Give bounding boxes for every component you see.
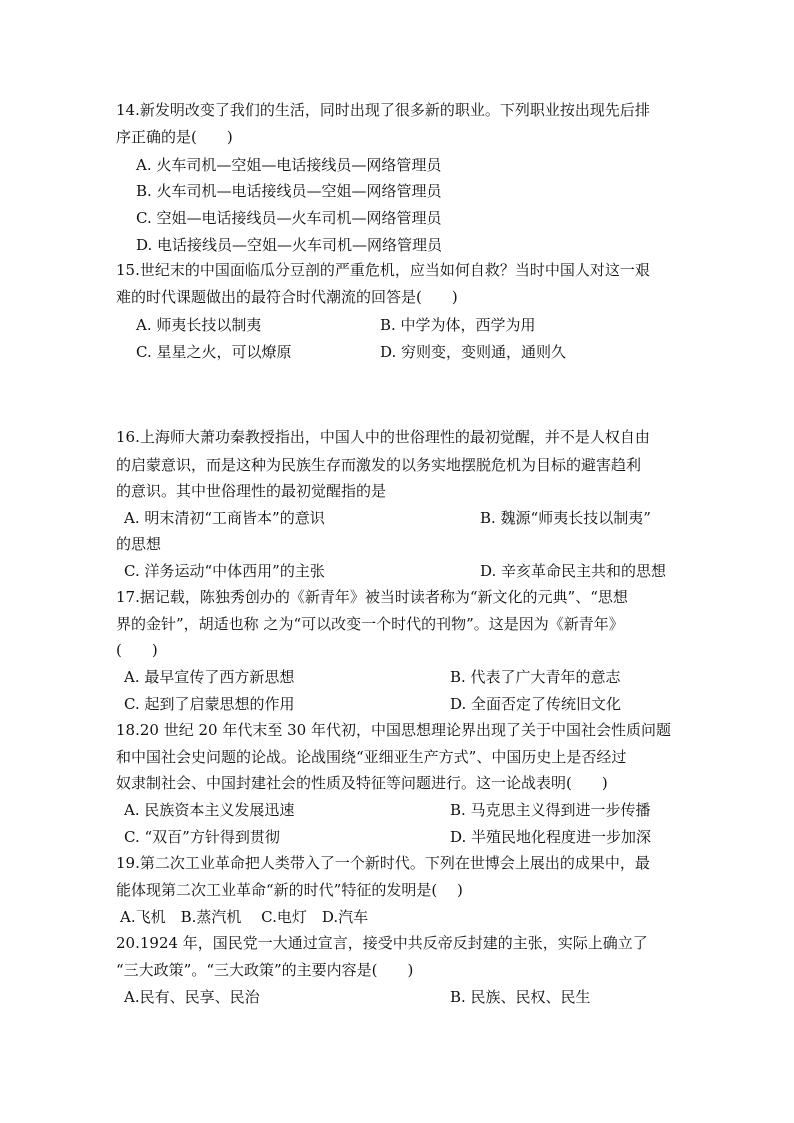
- q17-stem-line3: ( ): [116, 641, 158, 659]
- q15-stem-line1: 15.世纪末的中国面临瓜分豆剖的严重危机，应当如何自救？当时中国人对这一艰: [116, 261, 650, 279]
- q17-stem-line1: 17.据记载，陈独秀创办的《新青年》被当时读者称为“新文化的元典”、“思想: [116, 588, 628, 606]
- q17-option-b: B. 代表了广大青年的意志: [450, 668, 621, 686]
- q19-stem-line2: 能体现第二次工业革命“新的时代”特征的发明是( ): [116, 881, 463, 899]
- q19-options: A.飞机 B.蒸汽机 C.电灯 D.汽车: [120, 908, 369, 926]
- q14-stem-line1: 14.新发明改变了我们的生活，同时出现了很多新的职业。下列职业按出现先后排: [116, 101, 650, 119]
- q15-option-b: B. 中学为体，西学为用: [380, 316, 536, 334]
- q16-stem-line2: 的启蒙意识，而是这种为民族生存而激发的以务实地摆脱危机为目标的避害趋利: [116, 456, 642, 474]
- q17-option-a: A. 最早宣传了西方新思想: [124, 668, 295, 686]
- q18-stem-line2: 和中国社会史问题的论战。论战围绕“亚细亚生产方式”、中国历史上是否经过: [116, 748, 627, 766]
- q20-stem-line2: “三大政策”。“三大政策”的主要内容是( ): [116, 961, 414, 979]
- q14-option-c: C. 空姐—电话接线员—火车司机—网络管理员: [136, 209, 442, 227]
- q20-option-a: A.民有、民享、民治: [124, 988, 260, 1006]
- q18-stem-line3: 奴隶制社会、中国封建社会的性质及特征等问题进行。这一论战表明( ): [116, 774, 608, 792]
- q20-option-b: B. 民族、民权、民生: [450, 988, 591, 1006]
- q16-option-c: C. 洋务运动“中体西用”的主张: [124, 562, 325, 580]
- q17-option-c: C. 起到了启蒙思想的作用: [124, 695, 295, 713]
- q17-stem-line2: 界的金针”，胡适也称 之为“可以改变一个时代的刊物”。这是因为《新青年》: [116, 615, 624, 633]
- q16-stem-line3: 的意识。其中世俗理性的最初觉醒指的是: [116, 482, 387, 500]
- q14-stem-line2: 序正确的是( ): [116, 128, 233, 146]
- q14-option-a: A. 火车司机—空姐—电话接线员—网络管理员: [136, 156, 442, 174]
- q16-option-d: D. 辛亥革命民主共和的思想: [480, 562, 667, 580]
- q15-option-d: D. 穷则变，变则通，通则久: [380, 343, 567, 361]
- q14-option-b: B. 火车司机—电话接线员—空姐—网络管理员: [136, 182, 442, 200]
- q18-option-a: A. 民族资本主义发展迅速: [124, 801, 295, 819]
- q16-option-b: B. 魏源“师夷长技以制夷”: [480, 509, 651, 527]
- q14-option-d: D. 电话接线员—空姐—火车司机—网络管理员: [136, 236, 443, 254]
- q16-option-b-continued: 的思想: [116, 535, 162, 553]
- q16-option-a: A. 明末清初“工商皆本”的意识: [124, 509, 325, 527]
- q17-option-d: D. 全面否定了传统旧文化: [450, 695, 622, 713]
- q19-stem-line1: 19.第二次工业革命把人类带入了一个新时代。下列在世博会上展出的成果中，最: [116, 854, 650, 872]
- q20-stem-line1: 20.1924 年，国民党一大通过宣言，接受中共反帝反封建的主张，实际上确立了: [116, 934, 648, 952]
- q16-stem-line1: 16.上海师大萧功秦教授指出，中国人中的世俗理性的最初觉醒，并不是人权自由: [116, 428, 650, 446]
- q15-option-c: C. 星星之火，可以燎原: [136, 343, 292, 361]
- q18-option-b: B. 马克思主义得到进一步传播: [450, 801, 651, 819]
- q18-option-c: C. “双百”方针得到贯彻: [124, 828, 280, 846]
- q15-stem-line2: 难的时代课题做出的最符合时代潮流的回答是( ): [116, 288, 458, 306]
- q18-stem-line1: 18.20 世纪 20 年代末至 30 年代初，中国思想理论界出现了关于中国社会性质问题: [116, 721, 671, 739]
- q18-option-d: D. 半殖民地化程度进一步加深: [450, 828, 652, 846]
- q15-option-a: A. 师夷长技以制夷: [136, 316, 262, 334]
